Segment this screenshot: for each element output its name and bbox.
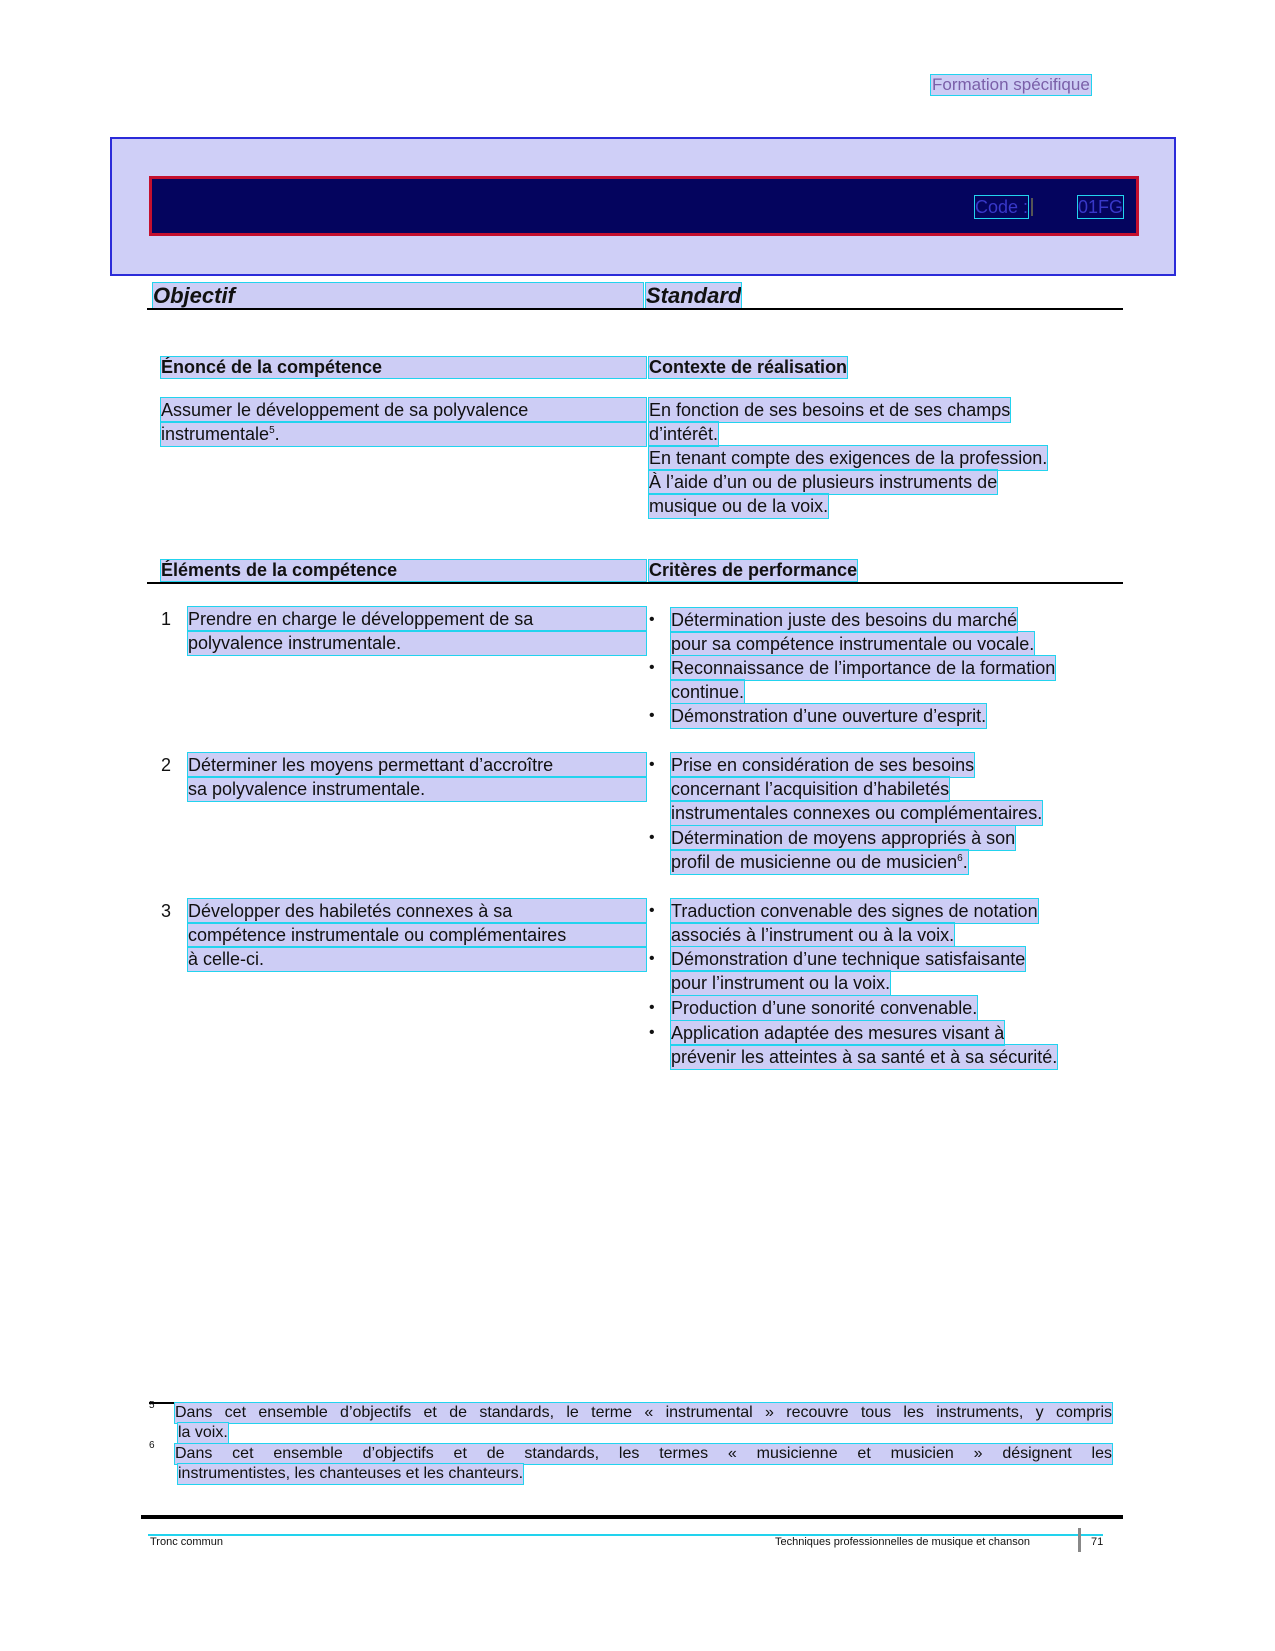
criterion-line: Prise en considération de ses besoins bbox=[671, 755, 975, 775]
element-line: Déterminer les moyens permettant d’accroître bbox=[188, 753, 646, 777]
element-number: 2 bbox=[161, 755, 172, 775]
code-label: Code : bbox=[975, 197, 1029, 217]
element-text bbox=[188, 753, 646, 801]
footnote-line: Dans cet ensemble d’objectifs et de standards, le terme « instrumental » recouvre tous les instruments, y compris bbox=[175, 1404, 1112, 1421]
bullet-icon: • bbox=[649, 999, 655, 1016]
criterion-line: pour sa compétence instrumentale ou vocale. bbox=[671, 634, 1035, 654]
bullet-icon: • bbox=[649, 1024, 655, 1041]
criterion-line: Traduction convenable des signes de notation bbox=[671, 901, 1038, 921]
criterion-line: Démonstration d’une ouverture d’esprit. bbox=[671, 706, 987, 726]
criterion-line: Reconnaissance de l’importance de la formation bbox=[671, 658, 1056, 678]
criterion bbox=[671, 753, 1042, 825]
criterion-line: concernant l’acquisition d’habiletés bbox=[671, 779, 950, 799]
element-text bbox=[188, 607, 646, 655]
enonce-line: instrumentale$^5$. bbox=[161, 422, 646, 446]
bullet-icon: • bbox=[649, 707, 655, 724]
criterion-line: continue. bbox=[671, 682, 745, 702]
footnote-ref: 5 bbox=[269, 425, 275, 436]
element-number: 1 bbox=[161, 609, 172, 629]
criterion-line: Détermination de moyens appropriés à son bbox=[671, 828, 1016, 848]
criterion-line: Détermination juste des besoins du marché bbox=[671, 610, 1018, 630]
contexte-text bbox=[649, 398, 1047, 518]
footer-left-label: Tronc commun bbox=[150, 1536, 223, 1548]
element-line: Prendre en charge le développement de sa bbox=[188, 607, 646, 631]
footnote-line: Dans cet ensemble d’objectifs et de standards, les termes « musicienne et musicien » désignent les bbox=[175, 1445, 1112, 1462]
criterion bbox=[671, 704, 986, 728]
enonce-text bbox=[161, 398, 646, 446]
header-section-label: Formation spécifique bbox=[932, 75, 1090, 94]
code-value: 01FG bbox=[1078, 197, 1124, 217]
criterion bbox=[671, 608, 1034, 656]
criterion-line: Application adaptée des mesures visant à bbox=[671, 1023, 1005, 1043]
criterion-line: profil de musicienne ou de musicien$^6$. bbox=[671, 852, 968, 872]
contexte-line: d’intérêt. bbox=[649, 424, 719, 444]
criterion bbox=[671, 1021, 1057, 1069]
contexte-line: En fonction de ses besoins et de ses champs bbox=[649, 400, 1011, 420]
footer-separator bbox=[1078, 1528, 1081, 1552]
element-number: 3 bbox=[161, 901, 172, 921]
bullet-icon: • bbox=[649, 829, 655, 846]
criterion-line: pour l’instrument ou la voix. bbox=[671, 973, 891, 993]
criterion-line: Démonstration d’une technique satisfaisante bbox=[671, 949, 1026, 969]
column-heading-objectif: Objectif bbox=[153, 283, 643, 309]
criteres-heading: Critères de performance bbox=[649, 560, 858, 580]
footnote-ref: 6 bbox=[957, 853, 963, 864]
bullet-icon: • bbox=[649, 902, 655, 919]
footnote-line: la voix. bbox=[178, 1424, 228, 1441]
contexte-line: musique ou de la voix. bbox=[649, 496, 829, 516]
footnote-line: instrumentistes, les chanteuses et les chanteurs. bbox=[178, 1465, 524, 1482]
enonce-heading: Énoncé de la compétence bbox=[161, 357, 646, 378]
element-line: Développer des habiletés connexes à sa bbox=[188, 899, 646, 923]
code-separator bbox=[1031, 198, 1033, 216]
page-number: 71 bbox=[1091, 1536, 1104, 1548]
footer-rule bbox=[141, 1515, 1123, 1519]
element-line: sa polyvalence instrumentale. bbox=[188, 777, 646, 801]
column-heading-standard: Standard bbox=[646, 283, 742, 308]
footnote-number: 6 bbox=[149, 1440, 155, 1451]
criterion bbox=[671, 656, 1055, 704]
elements-heading: Éléments de la compétence bbox=[161, 560, 646, 581]
bullet-icon: • bbox=[649, 611, 655, 628]
criterion bbox=[671, 826, 1015, 874]
element-line: polyvalence instrumentale. bbox=[188, 631, 646, 655]
elements-rule bbox=[147, 582, 1123, 584]
element-line: compétence instrumentale ou complémentaires bbox=[188, 923, 646, 947]
criterion bbox=[671, 899, 1038, 947]
element-text bbox=[188, 899, 646, 971]
contexte-line: À l’aide d’un ou de plusieurs instruments de bbox=[649, 472, 998, 492]
footer-right-label: Techniques professionnelles de musique et chanson bbox=[775, 1536, 1030, 1548]
enonce-line: Assumer le développement de sa polyvalence bbox=[161, 398, 646, 422]
footnote-number: 5 bbox=[149, 1400, 155, 1411]
bullet-icon: • bbox=[649, 659, 655, 676]
criterion bbox=[671, 947, 1025, 995]
contexte-heading: Contexte de réalisation bbox=[649, 357, 848, 377]
heading-rule bbox=[147, 308, 1123, 310]
bullet-icon: • bbox=[649, 756, 655, 773]
element-line: à celle-ci. bbox=[188, 947, 646, 971]
criterion-line: Production d’une sonorité convenable. bbox=[671, 998, 978, 1018]
criterion-line: associés à l’instrument ou à la voix. bbox=[671, 925, 955, 945]
criterion bbox=[671, 996, 977, 1020]
criterion-line: prévenir les atteintes à sa santé et à sa sécurité. bbox=[671, 1047, 1058, 1067]
criterion-line: instrumentales connexes ou complémentaires. bbox=[671, 803, 1043, 823]
contexte-line: En tenant compte des exigences de la profession. bbox=[649, 448, 1048, 468]
bullet-icon: • bbox=[649, 950, 655, 967]
